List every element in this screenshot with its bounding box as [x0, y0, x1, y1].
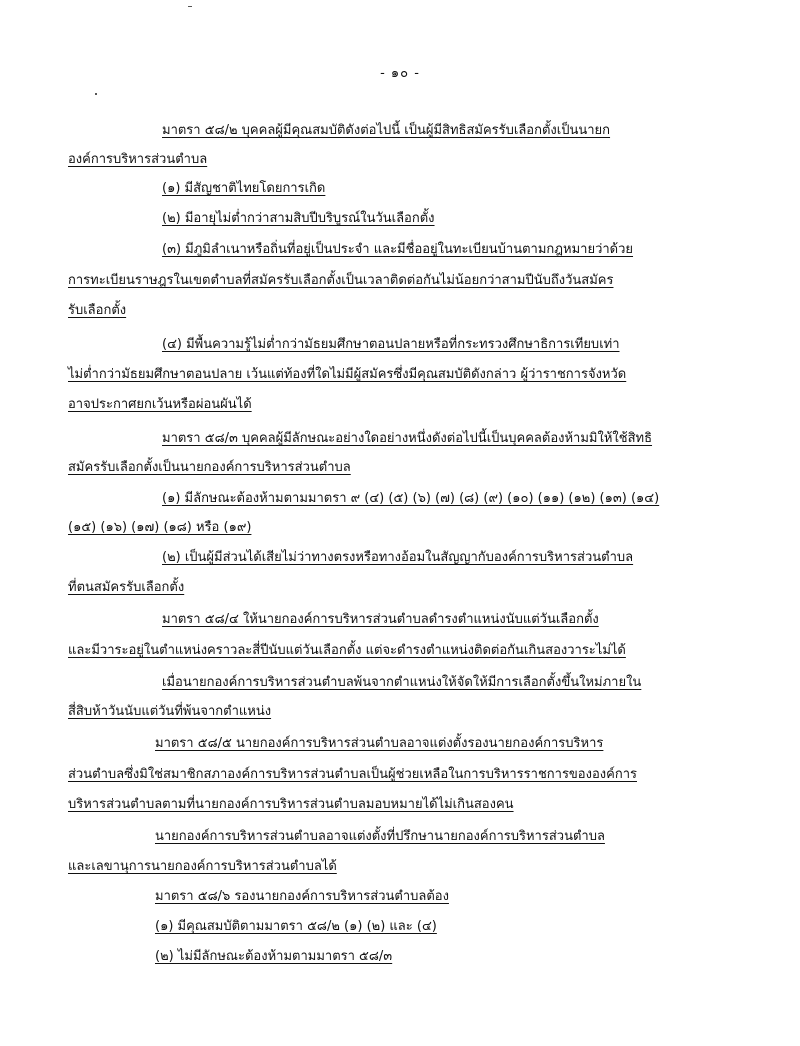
text-line: มาตรา ๕๘/๒ บุคคลผู้มีคุณสมบัติดังต่อไปนี้ เป็นผู้มีสิทธิสมัครรับเลือกตั้งเป็นนายก [162, 123, 611, 138]
text-line: สมัครรับเลือกตั้งเป็นนายกองค์การบริหารส่วนตำบล [68, 460, 351, 475]
text-line: ไม่ต่ำกว่ามัธยมศึกษาตอนปลาย เว้นแต่ท้องที่ใดไม่มีผู้สมัครซึ่งมีคุณสมบัติดังกล่าว ผู้ว่าราชการจังหวัด [68, 367, 627, 382]
scan-speck [95, 93, 97, 95]
text-line: เมื่อนายกองค์การบริหารส่วนตำบลพ้นจากตำแหน่งให้จัดให้มีการเลือกตั้งขึ้นใหม่ภายใน [162, 675, 642, 690]
text-line: องค์การบริหารส่วนตำบล [68, 152, 208, 167]
text-line: มาตรา ๕๘/๔ ให้นายกองค์การบริหารส่วนตำบลดำรงตำแหน่งนับแต่วันเลือกตั้ง [162, 612, 599, 627]
text-line: ส่วนตำบลซึ่งมิใช่สมาชิกสภาองค์การบริหารส่วนตำบลเป็นผู้ช่วยเหลือในการบริหารราชการขององค์การ [68, 767, 637, 782]
text-line: สี่สิบห้าวันนับแต่วันที่พ้นจากตำแหน่ง [68, 704, 272, 719]
text-line: และเลขานุการนายกองค์การบริหารส่วนตำบลได้ [68, 859, 337, 874]
text-line: นายกองค์การบริหารส่วนตำบลอาจแต่งตั้งที่ปรึกษานายกองค์การบริหารส่วนตำบล [155, 829, 605, 844]
text-line: และมีวาระอยู่ในตำแหน่งคราวละสี่ปีนับแต่วันเลือกตั้ง แต่จะดำรงตำแหน่งติดต่อกันเกินสองวาระไม่ได้ [68, 643, 626, 658]
text-line: ที่ตนสมัครรับเลือกตั้ง [68, 580, 185, 595]
text-line: (๑๕) (๑๖) (๑๗) (๑๘) หรือ (๑๙) [68, 520, 252, 535]
text-line: (๒) มีอายุไม่ต่ำกว่าสามสิบปีบริบูรณ์ในวันเลือกตั้ง [162, 211, 435, 226]
text-line: (๑) มีคุณสมบัติตามมาตรา ๕๘/๒ (๑) (๒) และ (๔) [155, 919, 437, 934]
page-number: - ๑๐ - [380, 66, 420, 81]
text-line: (๑) มีลักษณะต้องห้ามตามมาตรา ๙ (๔) (๕) (๖) (๗) (๘) (๙) (๑๐) (๑๑) (๑๒) (๑๓) (๑๔) [162, 491, 660, 506]
text-line: (๒) เป็นผู้มีส่วนได้เสียไม่ว่าทางตรงหรือทางอ้อมในสัญญากับองค์การบริหารส่วนตำบล [162, 550, 634, 565]
text-line: รับเลือกตั้ง [68, 303, 127, 318]
text-line: อาจประกาศยกเว้นหรือผ่อนผันได้ [68, 397, 252, 412]
scan-speck [188, 6, 192, 7]
text-line: การทะเบียนราษฎรในเขตตำบลที่สมัครรับเลือกตั้งเป็นเวลาติดต่อกันไม่น้อยกว่าสามปีนับถึงวันสมัคร [68, 273, 614, 288]
text-line: มาตรา ๕๘/๖ รองนายกองค์การบริหารส่วนตำบลต้อง [155, 889, 449, 904]
text-line: มาตรา ๕๘/๓ บุคคลผู้มีลักษณะอย่างใดอย่างหนึ่งดังต่อไปนี้เป็นบุคคลต้องห้ามมิให้ใช้สิทธิ [162, 431, 653, 446]
text-line: มาตรา ๕๘/๕ นายกองค์การบริหารส่วนตำบลอาจแต่งตั้งรองนายกองค์การบริหาร [155, 736, 604, 751]
text-line: (๓) มีภูมิลำเนาหรือถิ่นที่อยู่เป็นประจำ และมีชื่ออยู่ในทะเบียนบ้านตามกฎหมายว่าด้วย [162, 242, 634, 257]
text-line: (๔) มีพื้นความรู้ไม่ต่ำกว่ามัธยมศึกษาตอนปลายหรือที่กระทรวงศึกษาธิการเทียบเท่า [162, 337, 620, 352]
text-line: บริหารส่วนตำบลตามที่นายกองค์การบริหารส่วนตำบลมอบหมายได้ไม่เกินสองคน [68, 797, 514, 812]
text-line: (๑) มีสัญชาติไทยโดยการเกิด [162, 181, 326, 196]
text-line: (๒) ไม่มีลักษณะต้องห้ามตามมาตรา ๕๘/๓ [155, 949, 393, 964]
